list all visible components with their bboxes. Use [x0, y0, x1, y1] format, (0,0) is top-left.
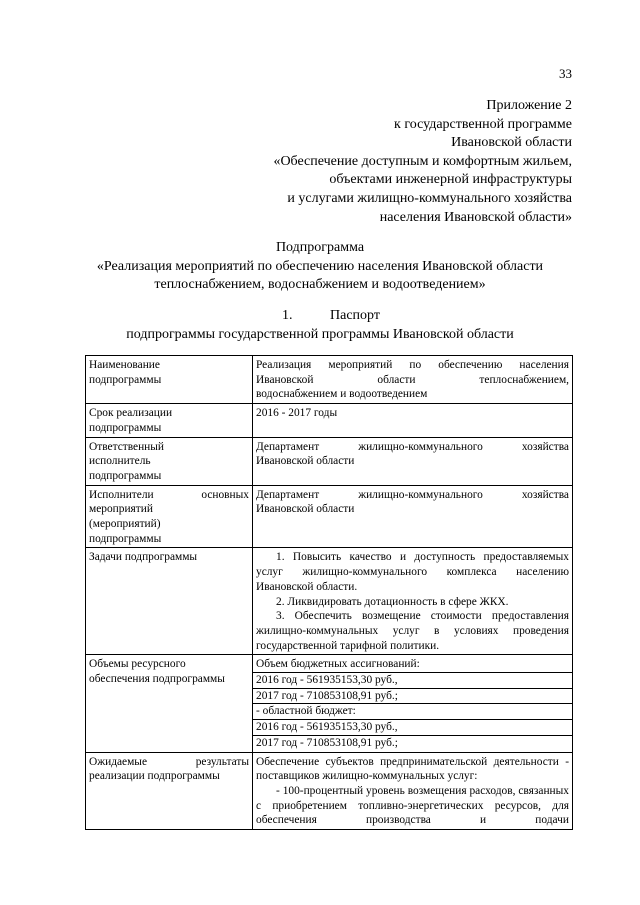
value-line: Ивановской области теплоснабжением,: [256, 373, 569, 386]
label-line: мероприятий: [89, 503, 153, 516]
task-item: 1. Повысить качество и доступность предоставляемых услуг жилищно-коммунального комплекса населению Ивановской области.: [256, 551, 569, 593]
task-item: 2. Ликвидировать дотационность в сфере ЖКХ.: [276, 595, 509, 608]
row-label-subprogram-name: [86, 356, 253, 404]
value-line: Ивановской области: [256, 455, 355, 468]
passport-subtitle: подпрограммы государственной программы Ивановской области: [126, 326, 514, 342]
appendix-line: объектами инженерной инфраструктуры: [329, 172, 572, 188]
table-row: [86, 485, 573, 548]
value-line: 2017 год - 710853108,91 руб.;: [256, 736, 398, 749]
passport-heading-text: Паспорт: [330, 308, 380, 323]
value-line: 2016 год - 561935153,30 руб.,: [253, 673, 572, 689]
label-line: исполнитель: [89, 455, 151, 468]
value-line: Реализация мероприятий по обеспечению населения: [256, 359, 569, 371]
value-line: Департамент жилищно-коммунального хозяйства: [256, 440, 569, 453]
subprogram-title-line: теплоснабжением, водоснабжением и водоотведением»: [154, 277, 486, 292]
row-value-results: [253, 752, 573, 830]
value-line: 2016 - 2017 годы: [256, 407, 338, 420]
appendix-line: Приложение 2: [486, 98, 572, 113]
row-value-tasks: [253, 548, 573, 655]
label-line: Исполнители основных: [89, 488, 249, 501]
label-line: реализации подпрограммы: [89, 770, 220, 783]
passport-title-block: [70, 307, 570, 344]
row-label-results: [86, 752, 253, 830]
value-line: Департамент жилищно-коммунального хозяйства: [256, 488, 569, 501]
row-label-tasks: [86, 548, 253, 655]
label-line: Наименование: [89, 359, 160, 371]
table-row: [86, 752, 573, 830]
value-line: 2016 год - 561935153,30 руб.,: [253, 720, 572, 736]
label-line: Ответственный: [89, 440, 165, 453]
label-line: Объемы ресурсного: [89, 658, 186, 671]
row-value-funding: [253, 655, 573, 752]
table-row: [86, 548, 573, 655]
table-row: [86, 655, 573, 752]
subprogram-heading: Подпрограмма: [275, 240, 365, 255]
task-item: 3. Обеспечить возмещение стоимости предоставления жилищно-коммунальных услуг в условиях проведения государственной тарифной политики.: [256, 610, 569, 652]
row-label-funding: [86, 655, 253, 752]
results-intro: Обеспечение субъектов предпринимательской деятельности - поставщиков жилищно-коммунальных услуг:: [256, 755, 569, 783]
appendix-line: «Обеспечение доступным и комфортным жильем,: [273, 153, 572, 169]
row-label-executors: [86, 485, 253, 548]
value-line: Ивановской области: [256, 503, 355, 516]
label-line: подпрограммы: [89, 532, 162, 545]
appendix-line: и услугами жилищно-коммунального хозяйства: [287, 190, 572, 206]
subprogram-title-line: «Реализация мероприятий по обеспечению населения Ивановской области: [96, 258, 544, 274]
passport-heading: [70, 307, 570, 326]
appendix-line: к государственной программе: [394, 116, 572, 132]
label-line: подпрограммы: [89, 421, 162, 434]
row-value-executors: [253, 485, 573, 548]
label-line: Ожидаемые результаты: [89, 755, 249, 768]
appendix-line: Ивановской области: [451, 135, 572, 151]
label-line: подпрограммы: [89, 373, 162, 386]
table-row: [86, 437, 573, 485]
appendix-header: [132, 97, 572, 227]
label-line: (мероприятий): [89, 518, 161, 531]
value-line: водоснабжением и водоотведением: [256, 388, 428, 401]
label-line: обеспечения подпрограммы: [89, 673, 225, 686]
appendix-line: населения Ивановской области»: [379, 209, 572, 225]
row-value-term: [253, 404, 573, 437]
label-line: Задачи подпрограммы: [89, 551, 198, 564]
page-number: 33: [559, 66, 572, 81]
row-value-responsible: [253, 437, 573, 485]
value-line: - областной бюджет:: [253, 704, 572, 720]
label-line: подпрограммы: [89, 469, 162, 482]
row-value-subprogram-name: [253, 356, 573, 404]
value-line: 2017 год - 710853108,91 руб.;: [253, 689, 572, 705]
subprogram-title-block: [70, 239, 570, 295]
table-row: [86, 404, 573, 437]
label-line: Срок реализации: [89, 407, 173, 420]
passport-section-number: 1.: [282, 308, 293, 323]
table-row: [86, 356, 573, 404]
value-line: Объем бюджетных ассигнований:: [253, 657, 572, 673]
results-bullet: - 100-процентный уровень возмещения расходов, связанных с приобретением топливно-энергетических ресурсов, для обеспечения производства и подачи: [256, 784, 569, 827]
row-label-responsible: [86, 437, 253, 485]
passport-table: [85, 355, 573, 830]
row-label-term: [86, 404, 253, 437]
